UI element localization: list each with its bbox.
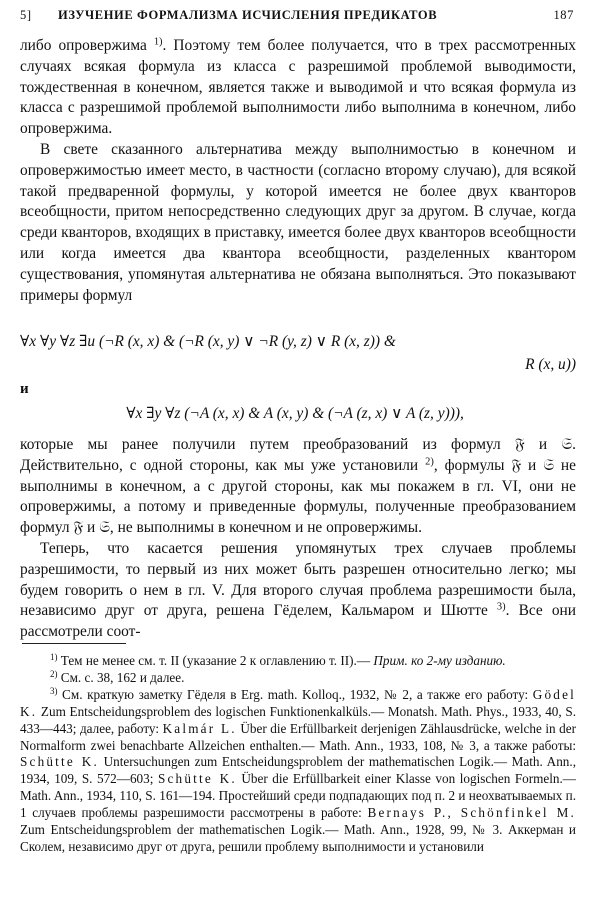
fraktur-f-symbol: 𝔉 xyxy=(514,436,525,453)
running-header xyxy=(20,8,574,26)
author-schutte: Schütte K. xyxy=(157,771,237,787)
formula-1-line-1: ∀x ∀y ∀z ∃u (¬R (x, x) & (¬R (x, y) ∨ ¬R (y, z) ∨ R (x, z)) & xyxy=(20,333,396,350)
paragraph-3: которые мы ранее получили путем преобразований из формул 𝔉 и 𝔖. Действительно, с одной стороны, как мы уже установили $^{2)}$, формулы 𝔉 и 𝔖 не выполнимы в конечном, а с другой стороны, как мы покажем в гл. VI, они не опровержимы, а потому и приведенные формулы, полученные преобразованием формул 𝔉 и 𝔖, не выполнимы в конечном и не опровержимы. xyxy=(20,436,577,537)
paragraph-4: Теперь, что касается решения упомянутых трех случаев проблемы разрешимости, то первый из них может быть разрешен относительно легко; мы будем говорить о нем в гл. V. Для второго случая проблема разрешимости была, независимо друг от друга, решена Гёделем, Кальмаром и Шютте $^{3)}$. Все они рассмотрели соот- xyxy=(20,539,577,641)
paragraph-1: либо опровержима $^{1)}$. Поэтому тем более получается, что в трех рассмотренных случаях всякая формула из класса с разрешимой проблемой выводимости, тождественная в конечном, является также и выводимой и что всякая формула из класса с разрешимой проблемой выполнимости либо выполнима в конечном, либо опровержима. xyxy=(20,36,577,138)
fraktur-h-symbol: 𝔖 xyxy=(99,519,110,537)
footnote-3: $^{3)}$ См. краткую заметку Гёделя в Erg. math. Kolloq., 1932, № 2, а также его работу: Gödel K. Zum Entscheidungsproblem des logischen Funktionenkalküls.— Monatsh. Math. Phys., 1933, 40, S. 433—443; далее, работу: Kalmár L. Über die Erfüllbarkeit derjenigen Zählausdrücke, welche in der Normalform zwei benachbarte Allzeichen enthalten.— Math. Ann., 1933, 108, № 3, а также работы: Schütte K. Untersuchungen zum Entscheidungsproblem der mathematischen Logik.— Math. Ann., 1934, 109, S. 572—603; Schütte K. Über die Erfüllbarkeit einer Klasse von logischen Formeln.— Math. Ann., 1934, 110, S. 161—194. Простейший среди подпадающих под п. 2 и неохватываемых п. 1 случаев проблемы разрешимости рассмотрены в работе: Bernays P., Schönfinkel M. Zum Entscheidungsproblem der mathematischen Logik.— Math. Ann., 1928, 99, № 3. Аккерман и Сколем, независимо друг от друга, решили проблему выполнимости и установили xyxy=(20,685,577,854)
formula-2: ∀x ∃y ∀z (¬A (x, x) & A (x, y) & (¬A (z, x) ∨ A (z, y))), xyxy=(126,405,464,422)
fraktur-h-symbol: 𝔖 xyxy=(561,436,573,453)
formula-1-line-2: R (x, u)) xyxy=(525,356,576,373)
paragraph-2: В свете сказанного альтернатива между выполнимостью в конечном и опровержимостью имеет место, в частности (согласно второму случаю), для всякой такой предваренной формулы, у которой имеется не более двух кванторов всеобщности, притом непосредственно следующих друг за другом. В случае, когда среди кванторов, входящих в приставку, имеется более двух кванторов всеобщности или когда имеется два квантора всеобщности, разделенных квантором существования, упомянутая альтернатива не обязана выполняться. Это показывают примеры формул xyxy=(20,140,576,304)
author-schutte: Schütte K. xyxy=(20,754,99,770)
fraktur-h-symbol: 𝔖 xyxy=(543,456,555,474)
fraktur-f-symbol: 𝔉 xyxy=(511,456,522,474)
running-title: ИЗУЧЕНИЕ ФОРМАЛИЗМА ИСЧИСЛЕНИЯ ПРЕДИКАТОВ xyxy=(58,8,438,22)
main-text-top xyxy=(20,36,576,306)
author-bernays-schonfinkel: Bernays P., Schönfinkel M. xyxy=(367,805,576,821)
author-godel: Gödel K. xyxy=(20,686,576,719)
footnote-2: $^{2)}$ См. с. 38, 162 и далее. xyxy=(50,668,185,685)
author-kalmar: Kalmár L. xyxy=(162,720,237,736)
footnote-separator xyxy=(22,643,126,644)
fraktur-f-symbol: 𝔉 xyxy=(73,519,84,537)
page-number: 187 xyxy=(553,8,574,22)
footnotes xyxy=(20,653,576,856)
main-text-bottom xyxy=(20,435,576,643)
footnote-1: $^{1)}$ Тем не менее см. т. II (указание 2 к оглавлению т. II).— Прим. ко 2-му изданию. xyxy=(50,652,506,668)
footnote-ref-2: 2) xyxy=(425,456,434,468)
conjunction: и xyxy=(20,381,29,397)
section-number: 5] xyxy=(20,8,32,22)
footnote-ref-3: 3) xyxy=(496,601,506,613)
footnote-ref-1: 1) xyxy=(153,36,163,48)
